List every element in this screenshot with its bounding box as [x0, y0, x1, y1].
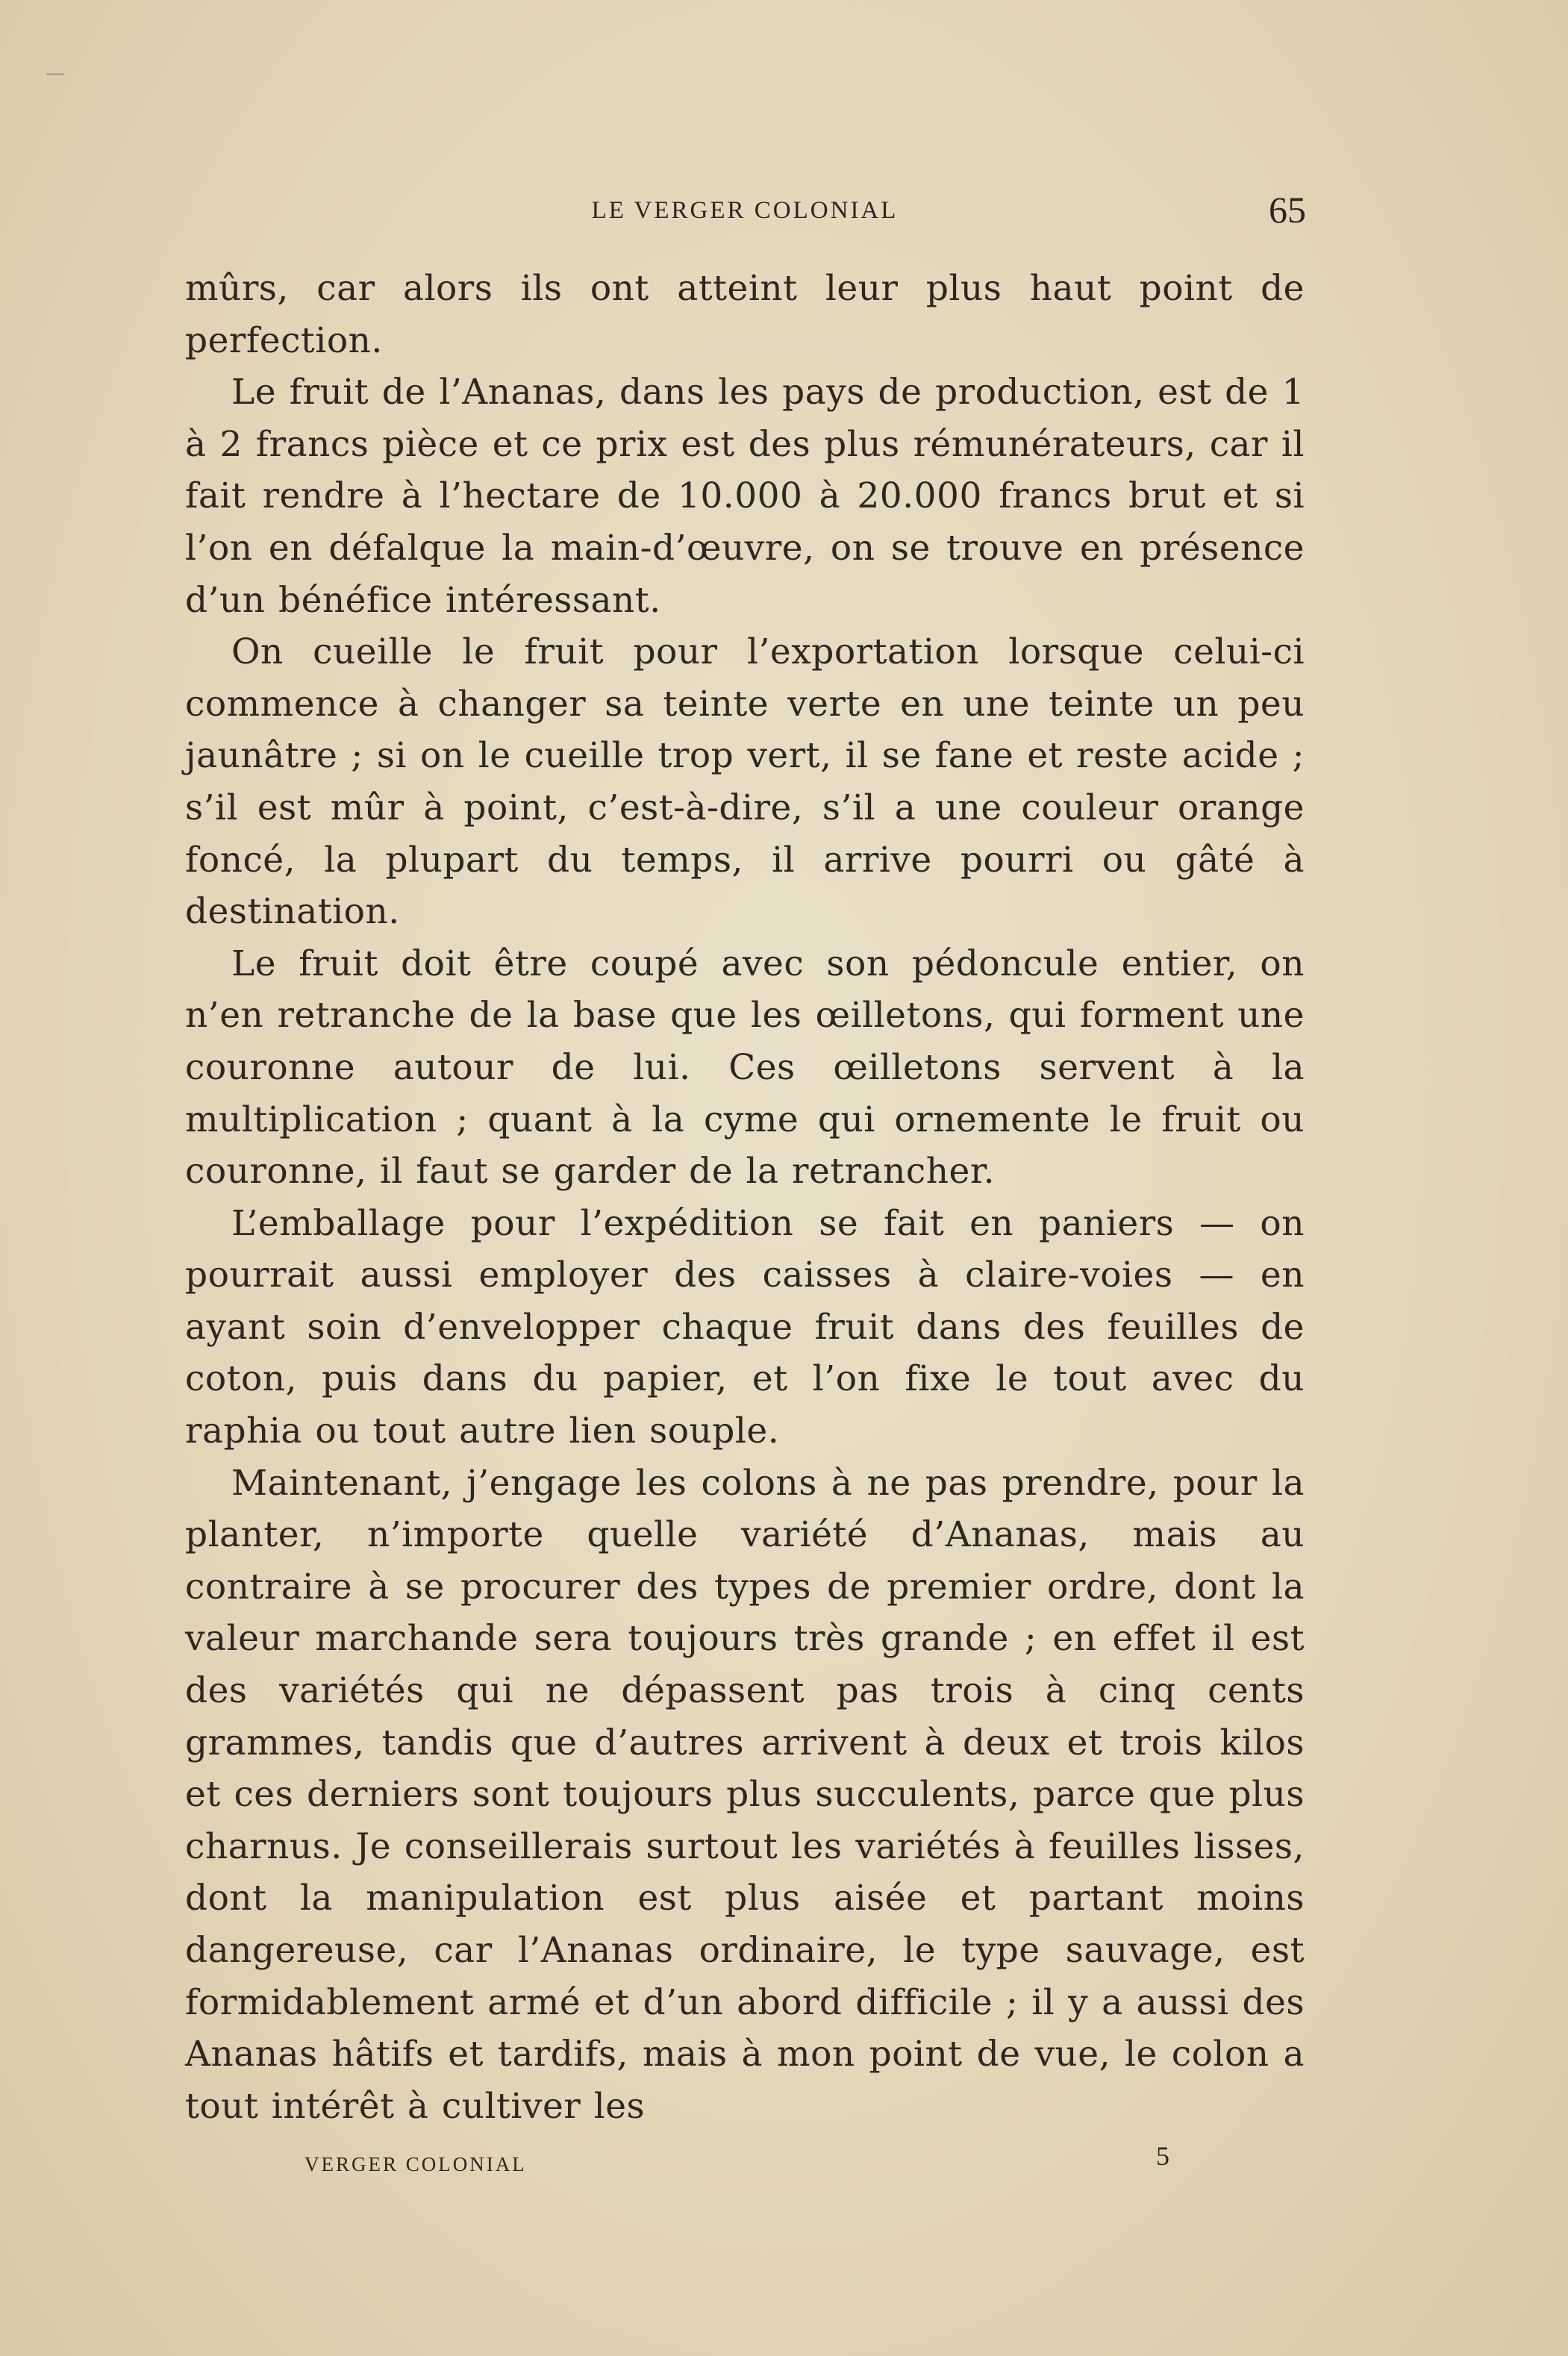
body-text [185, 263, 1305, 2132]
page-number: 65 [1269, 189, 1306, 231]
paragraph-3: On cueille le fruit pour l’exportation lorsque celui-ci commence à changer sa teinte verte en une teinte un peu jaunâtre ; si on le cueille trop vert, il se fane et reste acide ; s’il est mûr à point, c’est-à-dire, s’il a une couleur orange foncé, la plupart du temps, il arrive pourri ou gâté à destination. [185, 631, 1305, 933]
paragraph-2: Le fruit de l’Ananas, dans les pays de production, est de 1 à 2 francs pièce et ce prix est des plus rémunérateurs, car il fait rendre à l’hectare de 10.000 à 20.000 francs brut et si l’on en défalque la main-d’œuvre, on se trouve en présence d’un bénéfice intéressant. [185, 372, 1305, 621]
paragraph-1: mûrs, car alors ils ont atteint leur plus haut point de perfection. [185, 268, 1305, 361]
paragraph-6: Maintenant, j’engage les colons à ne pas prendre, pour la planter, n’importe quelle variété d’Ananas, mais au contraire à se procurer des types de premier ordre, dont la valeur marchande sera toujours très grande ; en effet il est des variétés qui ne dépassent pas trois à cinq cents grammes, tandis que d’autres arrivent à deux et trois kilos et ces derniers sont toujours plus succulents, parce que plus charnus. Je conseillerais surtout les variétés à feuilles lisses, dont la manipulation est plus aisée et partant moins dangereuse, car l’Ananas ordinaire, le type sauvage, est formidablement armé et d’un abord difficile ; il y a aussi des Ananas hâtifs et tardifs, mais à mon point de vue, le colon a tout intérêt à cultiver les [185, 1462, 1305, 2127]
paragraph-4: Le fruit doit être coupé avec son pédoncule entier, on n’en retranche de la base que les œilletons, qui forment une couronne autour de lui. Ces œilletons servent à la multiplication ; quant à la cyme qui ornemente le fruit ou couronne, il faut se garder de la retrancher. [185, 943, 1305, 1193]
signature-title: VERGER COLONIAL [304, 2153, 527, 2175]
paragraph-5: L’emballage pour l’expédition se fait en paniers — on pourrait aussi employer des caisses à claire-voies — en ayant soin d’envelopper chaque fruit dans des feuilles de coton, puis dans du papier, et l’on fixe le tout avec du raphia ou tout autre lien souple. [185, 1202, 1305, 1452]
margin-mark [46, 73, 64, 75]
running-title: LE VERGER COLONIAL [591, 197, 899, 224]
signature-number: 5 [1156, 2141, 1169, 2171]
running-head [185, 188, 1305, 233]
